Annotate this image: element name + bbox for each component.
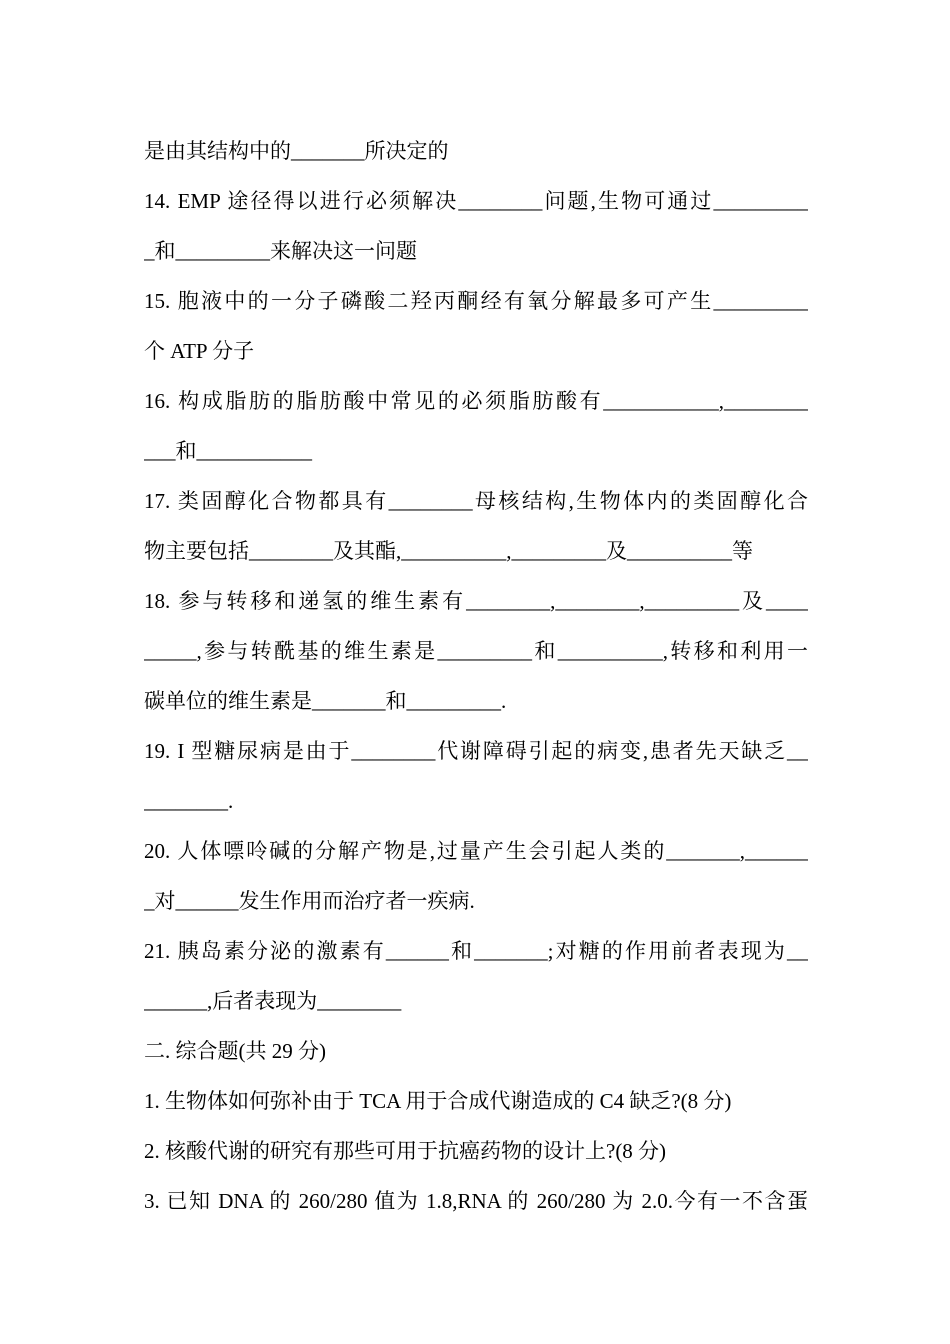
question-20-line-2: _对______发生作用而治疗者一疾病. bbox=[144, 889, 475, 913]
essay-question-2: 2. 核酸代谢的研究有那些可用于抗癌药物的设计上?(8 分) bbox=[144, 1139, 667, 1163]
question-16-line-1: 16. 构成脂肪的脂肪酸中常见的必须脂肪酸有___________,________ bbox=[144, 389, 808, 413]
question-15-line-1: 15. 胞液中的一分子磷酸二羟丙酮经有氧分解最多可产生_________ bbox=[144, 289, 808, 313]
question-17-line-1: 17. 类固醇化合物都具有________母核结构,生物体内的类固醇化合 bbox=[144, 489, 808, 513]
question-20-line-1: 20. 人体嘌呤碱的分解产物是,过量产生会引起人类的_______,______ bbox=[144, 839, 808, 863]
question-19-line-2: ________. bbox=[144, 789, 234, 813]
question-18-line-2: _____,参与转酰基的维生素是_________和__________,转移和利用一 bbox=[144, 639, 808, 663]
essay-question-3: 3. 已知 DNA 的 260/280 值为 1.8,RNA 的 260/280 为 2.0.今有一不含蛋 bbox=[144, 1189, 808, 1213]
question-15-line-2: 个 ATP 分子 bbox=[144, 339, 255, 363]
question-14-line-2: _和_________来解决这一问题 bbox=[144, 239, 417, 263]
question-21-line-1: 21. 胰岛素分泌的激素有______和_______;对糖的作用前者表现为__ bbox=[144, 939, 808, 963]
essay-question-1: 1. 生物体如何弥补由于 TCA 用于合成代谢造成的 C4 缺乏?(8 分) bbox=[144, 1089, 732, 1113]
section-heading: 二. 综合题(共 29 分) bbox=[144, 1039, 326, 1063]
question-17-line-2: 物主要包括________及其酯,__________,_________及__________等 bbox=[144, 539, 753, 563]
question-18-line-3: 碳单位的维生素是_______和_________. bbox=[144, 689, 507, 713]
text-line-1: 是由其结构中的_______所决定的 bbox=[144, 139, 449, 163]
question-19-line-1: 19. I 型糖尿病是由于________代谢障碍引起的病变,患者先天缺乏__ bbox=[144, 739, 808, 763]
question-18-line-1: 18. 参与转移和递氢的维生素有________,________,_________及____ bbox=[144, 589, 808, 613]
question-14-line-1: 14. EMP 途径得以进行必须解决________问题,生物可通过_________ bbox=[144, 189, 808, 213]
question-16-line-2: ___和___________ bbox=[144, 439, 312, 463]
question-21-line-2: ______,后者表现为________ bbox=[144, 989, 402, 1013]
